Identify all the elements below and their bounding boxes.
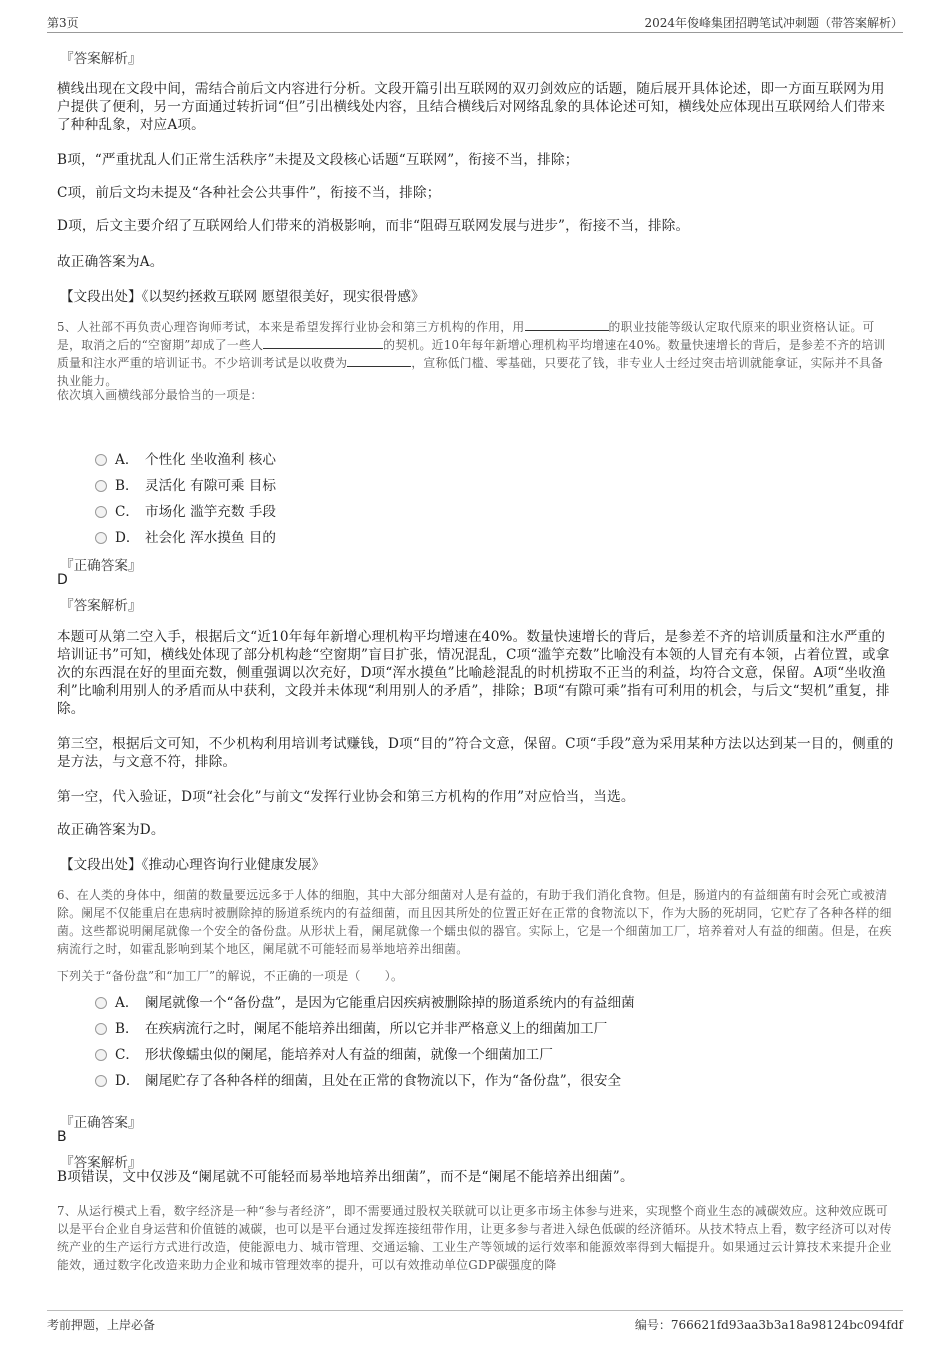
document-code: 编号：766621fd93aa3b3a18a98124bc094fdf bbox=[634, 1318, 903, 1332]
footer-slogan: 考前押题，上岸必备 bbox=[47, 1318, 156, 1332]
radio-icon[interactable] bbox=[95, 506, 107, 518]
analysis-paragraph: 第三空，根据后文可知，不少机构利用培训考试赚钱，D项“目的”符合文意，保留。C项“手段”意为采用某种方法以达到某一目的，侧重的是方法，与文意不符，排除。 bbox=[57, 736, 894, 770]
option-text: 市场化 滥竽充数 手段 bbox=[145, 504, 276, 520]
correct-answer: D bbox=[57, 572, 68, 588]
blank-line bbox=[525, 318, 609, 331]
radio-icon[interactable] bbox=[95, 1023, 107, 1035]
option-letter: B． bbox=[115, 1021, 139, 1037]
option-text: 阑尾贮存了各种各样的细菌，且处在正常的食物流以下，作为“备份盘”，很安全 bbox=[145, 1073, 622, 1089]
radio-icon[interactable] bbox=[95, 480, 107, 492]
analysis-paragraph: 横线出现在文段中间，需结合前后文内容进行分析。文段开篇引出互联网的双刃剑效应的话题，随后展开具体论述，即一方面互联网为用户提供了便利，另一方面通过转折词“但”引出横线处内容，且结合横线后对网络乱象的具体论述可知，横线处应体现出互联网给人们带来了种种乱象，对应A项。 bbox=[57, 81, 886, 133]
answer-tag: 『正确答案』 bbox=[60, 558, 142, 574]
passage-source: 【文段出处】《以契约拯救互联网 愿望很美好，现实很骨感》 bbox=[60, 289, 425, 305]
analysis-paragraph: 第一空，代入验证，D项“社会化”与前文“发挥行业协会和第三方机构的作用”对应恰当，当选。 bbox=[57, 789, 635, 805]
option-letter: D． bbox=[115, 1073, 140, 1089]
option-text: 阑尾就像一个“备份盘”，是因为它能重启因疾病被删除掉的肠道系统内的有益细菌 bbox=[145, 995, 635, 1011]
question-prompt: 下列关于“备份盘”和“加工厂”的解说，不正确的一项是（ ）。 bbox=[57, 969, 404, 983]
option-text: 在疾病流行之时，阑尾不能培养出细菌，所以它并非严格意义上的细菌加工厂 bbox=[145, 1021, 608, 1037]
analysis-paragraph: C项，前后文均未提及“各种社会公共事件”，衔接不当，排除； bbox=[57, 185, 441, 201]
option-a[interactable] bbox=[95, 448, 276, 468]
option-c[interactable] bbox=[95, 500, 276, 520]
question-stem bbox=[57, 318, 895, 390]
correct-answer: B bbox=[57, 1129, 67, 1145]
option-text: 社会化 浑水摸鱼 目的 bbox=[145, 530, 276, 546]
radio-icon[interactable] bbox=[95, 454, 107, 466]
analysis-tag: 『答案解析』 bbox=[60, 51, 142, 67]
option-b[interactable] bbox=[95, 474, 276, 494]
option-d[interactable] bbox=[95, 1069, 621, 1089]
option-b[interactable] bbox=[95, 1017, 607, 1037]
radio-icon[interactable] bbox=[95, 532, 107, 544]
question-stem: 6、在人类的身体中，细菌的数量要远远多于人体的细胞，其中大部分细菌对人是有益的，有助于我们消化食物。但是，肠道内的有益细菌有时会死亡或被清除。阑尾不仅能重启在患病时被删除掉的肠道系统内的有益细菌，而且因其所处的位置正好在正常的食物流以下，作为大肠的死胡同，它贮存了各种各样的细菌。这些都说明阑尾就像一个安全的备份盘。从形状上看，阑尾就像一个蠕虫似的器官。实际上，它是一个细菌加工厂，培养着对人有益的细菌。但是，在疾病流行之时，如霍乱影响到某个地区，阑尾就不可能轻而易举地培养出细菌。 bbox=[57, 888, 892, 956]
page-header bbox=[47, 12, 903, 33]
page-number: 第3页 bbox=[47, 16, 79, 30]
analysis-paragraph: D项，后文主要介绍了互联网给人们带来的消极影响，而非“阻碍互联网发展与进步”，衔接不当，排除。 bbox=[57, 218, 690, 234]
analysis-tag: 『答案解析』 bbox=[60, 598, 142, 614]
option-text: 形状像蠕虫似的阑尾，能培养对人有益的细菌，就像一个细菌加工厂 bbox=[145, 1047, 553, 1063]
option-text: 个性化 坐收渔利 核心 bbox=[145, 452, 276, 468]
option-c[interactable] bbox=[95, 1043, 553, 1063]
analysis-paragraph: B项，“严重扰乱人们正常生活秩序”未提及文段核心话题“互联网”，衔接不当，排除； bbox=[57, 152, 579, 168]
analysis-paragraph: 本题可从第二空入手，根据后文“近10年每年新增心理机构平均增速在40%。数量快速增长的背后，是参差不齐的培训质量和注水严重的培训证书”可知，横线处体现了部分机构趁“空窗期”盲目扩张，情况混乱，C项“滥竽充数”比喻没有本领的人冒充有本领，占着位置，或拿次的东西混在好的里面充数，侧重强调以次充好，D项“浑水摸鱼”比喻趁混乱的时机捞取不正当的利益，均符合文意，保留。A项“坐收渔利”比喻利用别人的矛盾而从中获利，文段并未体现“利用别人的矛盾”，排除；B项“有隙可乘”指有可利用的机会，与后文“契机”重复，排除。 bbox=[57, 629, 890, 717]
option-text: 灵活化 有隙可乘 目标 bbox=[145, 478, 276, 494]
blank-line bbox=[347, 354, 411, 367]
answer-tag: 『正确答案』 bbox=[60, 1115, 142, 1131]
radio-icon[interactable] bbox=[95, 1049, 107, 1061]
option-letter: B． bbox=[115, 478, 139, 494]
question-stem: 7、从运行模式上看，数字经济是一种“参与者经济”，即不需要通过股权关联就可以让更多市场主体参与进来，实现整个商业生态的减碳效应。这种效应既可以是平台企业自身运营和价值链的减碳，也可以是平台通过发挥连接纽带作用，让更多参与者进入绿色低碳的经济循环。从技术特点上看，数字经济可以对传统产业的生产运行方式进行改造，使能源电力、城市管理、交通运输、工业生产等领域的运行效率和能源效率得到大幅提升。如果通过云计算技术来提升企业能效，通过数字化改造来助力企业和城市管理效率的提升，可以有效推动单位GDP碳强度的降 bbox=[57, 1204, 892, 1272]
page-footer bbox=[47, 1310, 903, 1335]
option-letter: C． bbox=[115, 1047, 139, 1063]
stem-text: 的职业技能等级认定取代原来的职业资格认证。可是，取消之后的“空窗期”却成了一些人 bbox=[57, 320, 875, 352]
analysis-paragraph: B项错误，文中仅涉及“阑尾就不可能轻而易举地培养出细菌”，而不是“阑尾不能培养出细菌”。 bbox=[57, 1169, 634, 1185]
stem-text: 5、人社部不再负责心理咨询师考试，本来是希望发挥行业协会和第三方机构的作用，用 bbox=[57, 320, 525, 334]
document-title: 2024年俊峰集团招聘笔试冲刺题（带答案解析） bbox=[644, 16, 903, 30]
radio-icon[interactable] bbox=[95, 1075, 107, 1087]
radio-icon[interactable] bbox=[95, 997, 107, 1009]
option-letter: A． bbox=[115, 452, 139, 468]
question-prompt: 依次填入画横线部分最恰当的一项是： bbox=[57, 388, 263, 402]
option-d[interactable] bbox=[95, 526, 276, 546]
analysis-conclusion: 故正确答案为A。 bbox=[57, 254, 164, 270]
blank-line bbox=[263, 336, 383, 349]
stem-text: ，宣称低门槛、零基础，只要花了钱，非专业人士经过突击培训就能拿证，实际并不具备执业能力。 bbox=[57, 356, 884, 388]
option-letter: C． bbox=[115, 504, 139, 520]
option-a[interactable] bbox=[95, 991, 635, 1011]
option-letter: D． bbox=[115, 530, 140, 546]
passage-source: 【文段出处】《推动心理咨询行业健康发展》 bbox=[60, 857, 326, 873]
option-letter: A． bbox=[115, 995, 139, 1011]
analysis-tag: 『答案解析』 bbox=[60, 1155, 142, 1171]
stem-text: 的契机。近10年每年新增心理机构平均增速在40%。数量快速增长的背后，是参差不齐的培训质量和注水严重的培训证书。不少培训考试是以收费为 bbox=[57, 338, 886, 370]
analysis-conclusion: 故正确答案为D。 bbox=[57, 822, 165, 838]
